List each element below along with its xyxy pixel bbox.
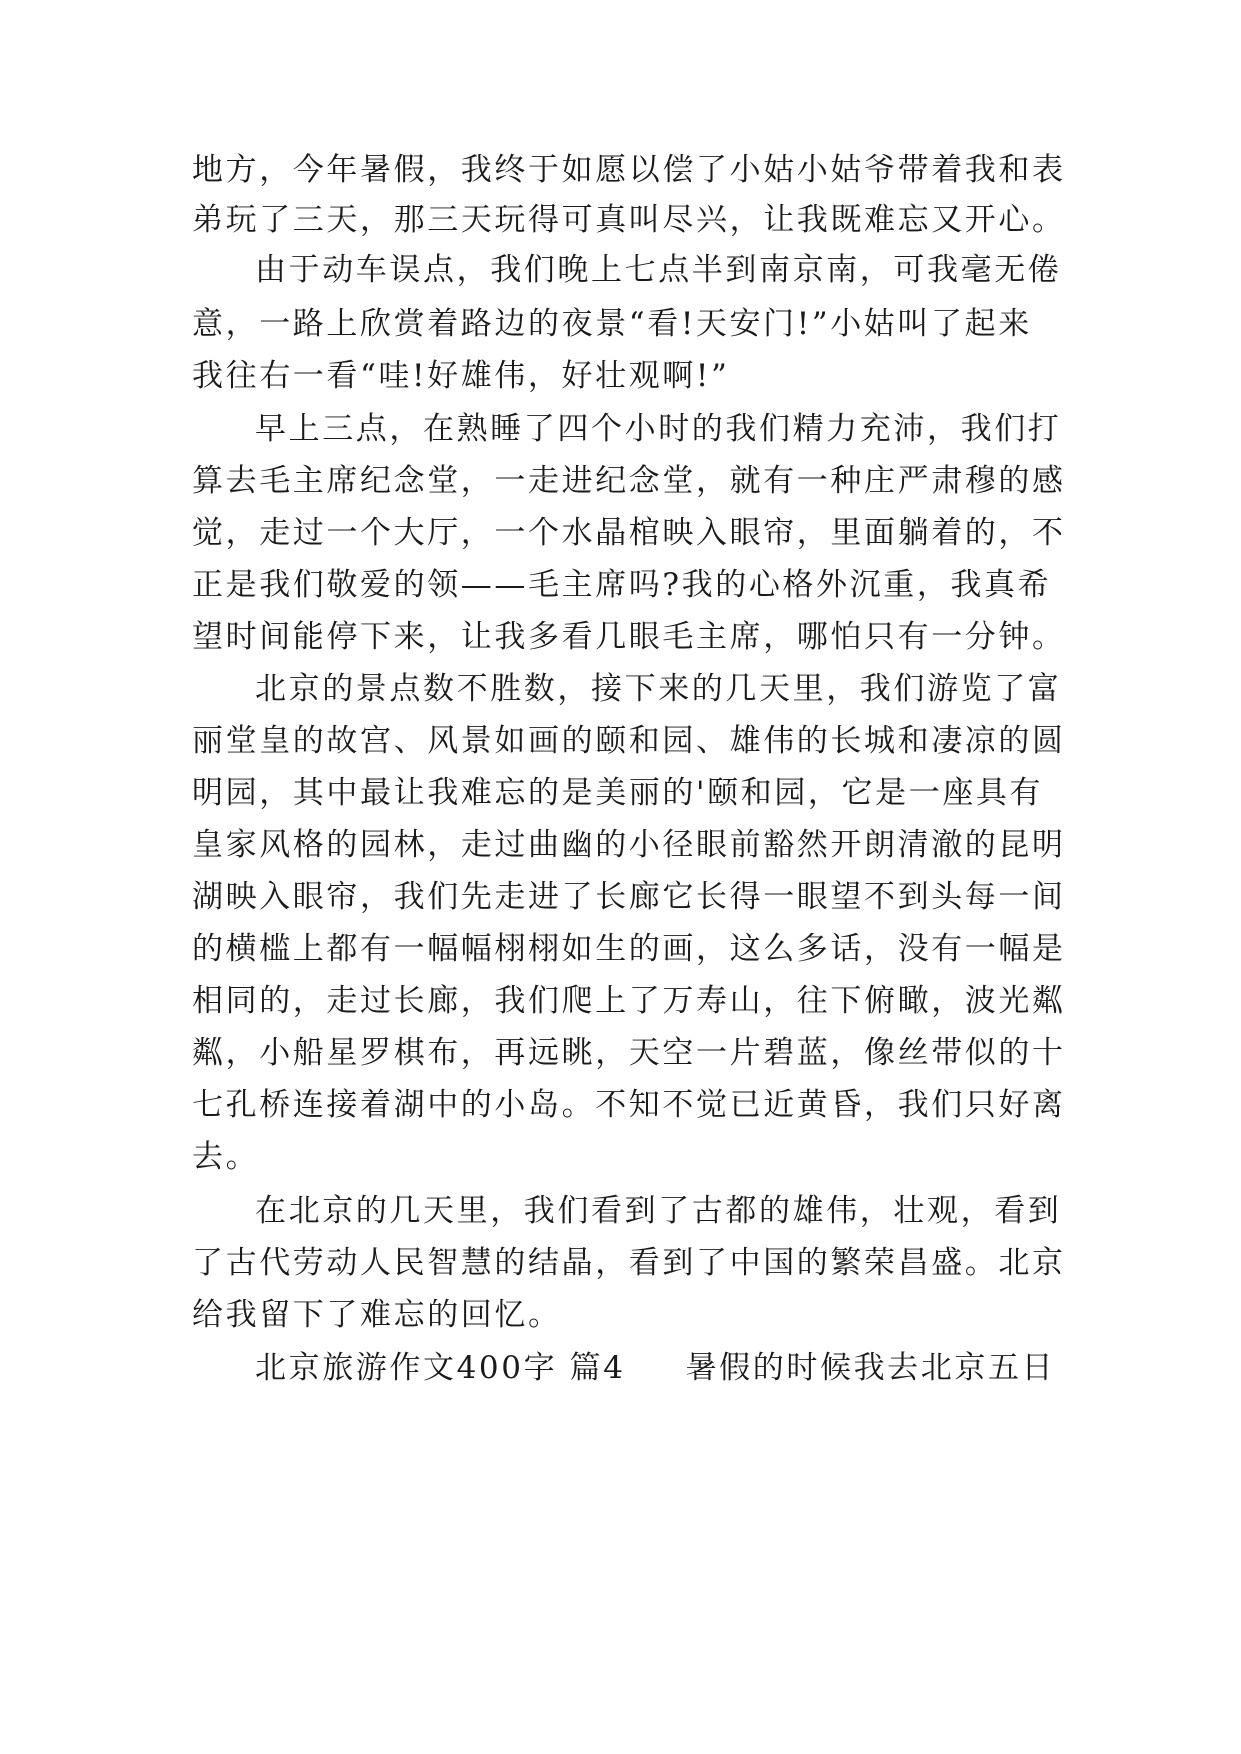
paragraph-first-line: 北京的景点数不胜数，接下来的几天里，我们游览了富	[255, 671, 1062, 707]
text-line: 丽堂皇的故宫、风景如画的颐和园、雄伟的长城和凄凉的圆	[192, 723, 1066, 759]
text-line: 去。	[192, 1139, 260, 1175]
text-line: 给我留下了难忘的回忆。	[192, 1297, 562, 1333]
next-essay-heading	[255, 1348, 1055, 1388]
text-line: 皇家风格的园林，走过曲幽的小径眼前豁然开朗清澈的昆明	[192, 827, 1066, 863]
text-line: 七孔桥连接着湖中的小岛。不知不觉已近黄昏，我们只好离	[192, 1087, 1066, 1123]
text-line: 湖映入眼帘，我们先走进了长廊它长得一眼望不到头每一间	[192, 879, 1066, 915]
essay-opening-text: 暑假的时候我去北京五日	[685, 1350, 1056, 1386]
text-line: 地方，今年暑假，我终于如愿以偿了小姑小姑爷带着我和表	[192, 152, 1066, 188]
text-line: 望时间能停下来，让我多看几眼毛主席，哪怕只有一分钟。	[192, 619, 1066, 655]
text-line: 觉，走过一个大厅，一个水晶棺映入眼帘，里面躺着的，不	[192, 515, 1066, 551]
essay-part-label: 篇4	[569, 1350, 626, 1386]
text-line: 的横槛上都有一幅幅栩栩如生的画，这么多话，没有一幅是	[192, 931, 1066, 967]
paragraph-first-line: 由于动车误点，我们晚上七点半到南京南，可我毫无倦	[255, 252, 1062, 288]
text-line: 弟玩了三天，那三天玩得可真叫尽兴，让我既难忘又开心。	[192, 202, 1066, 238]
text-line: 我往右一看“哇!好雄伟，好壮观啊!”	[192, 358, 730, 394]
text-line: 算去毛主席纪念堂，一走进纪念堂，就有一种庄严肃穆的感	[192, 463, 1066, 499]
text-line: 正是我们敬爱的领——毛主席吗?我的心格外沉重，我真希	[192, 567, 1052, 603]
text-line: 了古代劳动人民智慧的结晶，看到了中国的繁荣昌盛。北京	[192, 1245, 1066, 1281]
text-line: 粼，小船星罗棋布，再远眺，天空一片碧蓝，像丝带似的十	[192, 1035, 1066, 1071]
text-line: 明园，其中最让我难忘的是美丽的'颐和园，它是一座具有	[192, 775, 1044, 811]
text-line: 意，一路上欣赏着路边的夜景“看!天安门!”小姑叫了起来	[192, 306, 1032, 342]
paragraph-first-line: 早上三点，在熟睡了四个小时的我们精力充沛，我们打	[255, 411, 1062, 447]
paragraph-first-line: 在北京的几天里，我们看到了古都的雄伟，壮观，看到	[255, 1193, 1062, 1229]
essay-title: 北京旅游作文400字	[255, 1350, 558, 1386]
text-line: 相同的，走过长廊，我们爬上了万寿山，往下俯瞰，波光粼	[192, 983, 1066, 1019]
